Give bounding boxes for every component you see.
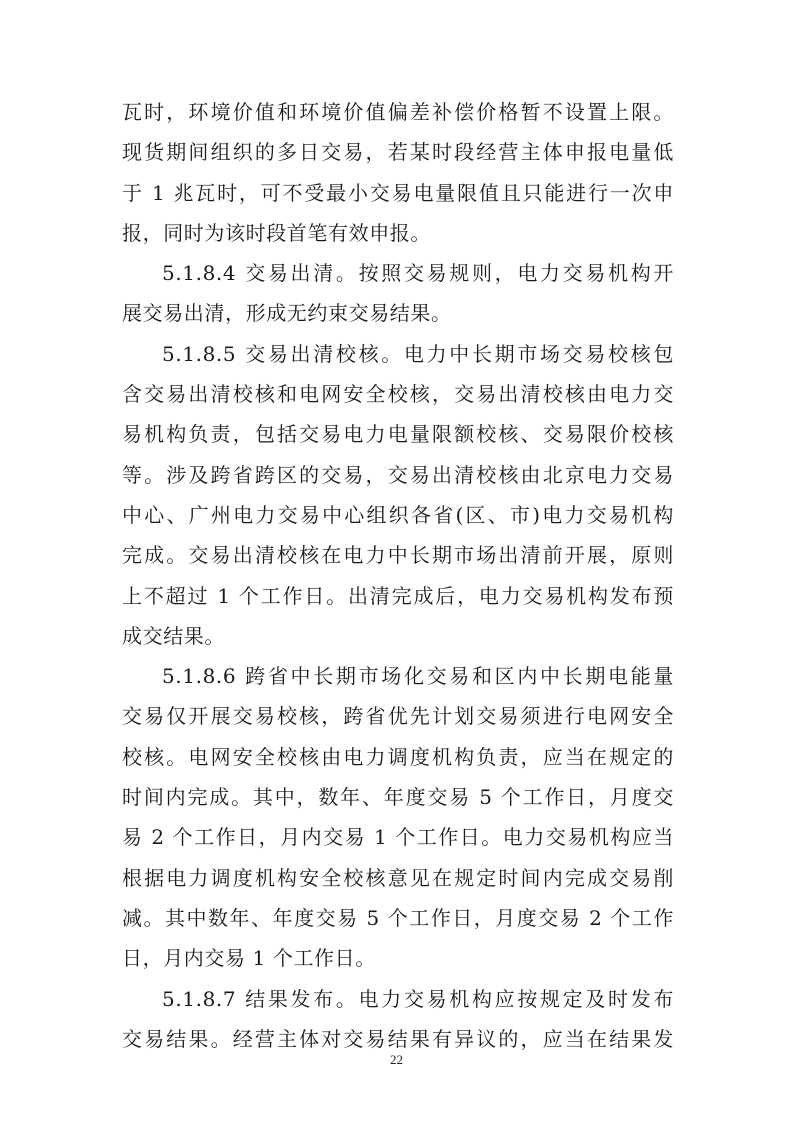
text-line: 校核。电网安全校核由电力调度机构负责，应当在规定的 xyxy=(122,744,674,769)
paragraph-5-1-8-6 xyxy=(122,656,674,978)
text-line: 瓦时，环境价值和环境价值偏差补偿价格暂不设置上限。 xyxy=(122,100,674,124)
text-line: 减。其中数年、年度交易 5 个工作日，月度交易 2 个工作 xyxy=(122,905,674,930)
paragraph-5-1-8-5 xyxy=(122,334,674,656)
text-line: 5.1.8.6 跨省中长期市场化交易和区内中长期电能量 xyxy=(162,664,674,689)
text-line: 5.1.8.5 交易出清校核。电力中长期市场交易校核包 xyxy=(162,341,674,366)
text-line: 易 2 个工作日，月内交易 1 个工作日。电力交易机构应当 xyxy=(122,825,674,850)
text-line: 含交易出清校核和电网安全校核，交易出清校核由电力交 xyxy=(122,382,674,407)
text-line: 5.1.8.4 交易出清。按照交易规则，电力交易机构开 xyxy=(162,261,674,286)
text-line: 现货期间组织的多日交易，若某时段经营主体申报电量低 xyxy=(122,140,674,165)
text-line: 于 1 兆瓦时，可不受最小交易电量限值且只能进行一次申 xyxy=(122,180,674,205)
text-line: 中心、广州电力交易中心组织各省(区、市)电力交易机构 xyxy=(122,502,674,527)
text-line: 时间内完成。其中，数年、年度交易 5 个工作日，月度交 xyxy=(122,785,674,810)
text-line: 报，同时为该时段首笔有效申报。 xyxy=(122,220,431,245)
page-number: 22 xyxy=(390,1052,403,1067)
paragraph-5-1-8-7 xyxy=(122,979,674,1060)
text-line: 等。涉及跨省跨区的交易，交易出清校核由北京电力交易 xyxy=(122,462,674,487)
text-line: 完成。交易出清校核在电力中长期市场出清前开展，原则 xyxy=(122,543,674,568)
text-line: 5.1.8.7 结果发布。电力交易机构应按规定及时发布 xyxy=(162,986,674,1011)
paragraph-5-1-8-4 xyxy=(122,253,674,334)
text-line: 易机构负责，包括交易电力电量限额校核、交易限价校核 xyxy=(122,422,674,447)
text-line: 日，月内交易 1 个工作日。 xyxy=(122,946,376,971)
text-line: 交易仅开展交易校核，跨省优先计划交易须进行电网安全 xyxy=(122,704,674,729)
text-line: 交易结果。经营主体对交易结果有异议的，应当在结果发 xyxy=(122,1026,674,1051)
text-line: 展交易出清，形成无约束交易结果。 xyxy=(122,301,452,326)
text-line: 根据电力调度机构安全校核意见在规定时间内完成交易削 xyxy=(122,865,674,890)
body-text xyxy=(122,92,674,1059)
paragraph-continued xyxy=(122,92,674,253)
text-line: 上不超过 1 个工作日。出清完成后，电力交易机构发布预 xyxy=(122,583,674,608)
text-line: 成交结果。 xyxy=(122,623,225,648)
